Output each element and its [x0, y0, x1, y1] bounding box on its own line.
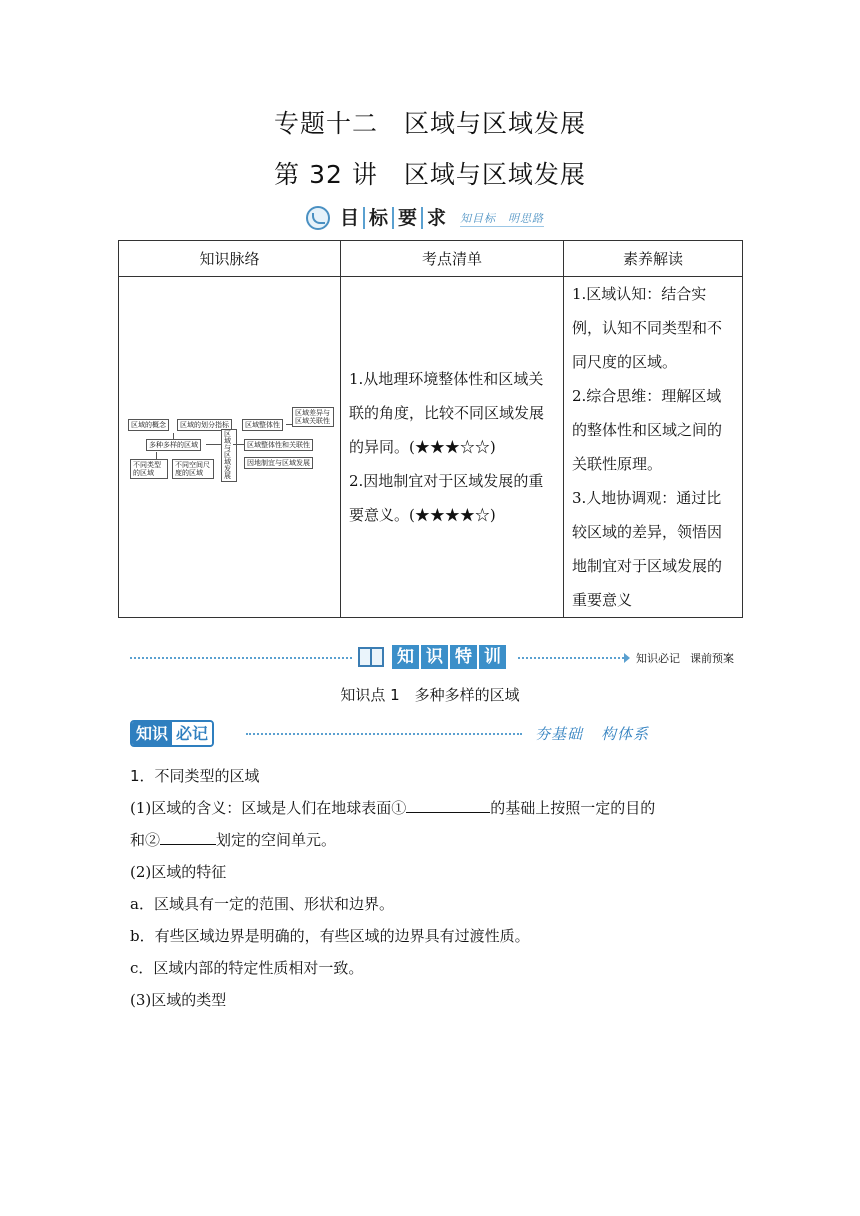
book-icon	[358, 647, 384, 667]
goal-char: 求	[427, 207, 447, 229]
mindmap-connector	[233, 444, 244, 445]
knowledge-mindmap	[126, 407, 336, 487]
memo-badge-label: 知识	[132, 722, 172, 745]
literacy-item: 2.综合思维：理解区域的整体性和区域之间的关联性原理。	[572, 387, 723, 473]
paragraph: a．区域具有一定的范围、形状和边界。	[130, 895, 394, 913]
objectives-table	[118, 240, 743, 618]
literacy-cell	[564, 277, 743, 618]
banner-char: 识	[421, 645, 448, 669]
body-content	[130, 760, 740, 1016]
fill-in-blank[interactable]	[160, 828, 216, 845]
goal-banner	[306, 203, 544, 233]
arrow-right-icon	[624, 653, 630, 663]
banner-note: 知识必记	[636, 652, 680, 665]
text-run: 划定的空间单元。	[216, 831, 337, 849]
mindmap-node: 不同空间尺度的区域	[172, 459, 214, 479]
goal-subtitle: 知目标 明思路	[460, 211, 545, 225]
header-literacy: 素养解读	[564, 241, 743, 277]
memo-note: 夯基础	[535, 725, 584, 743]
page-title: 专题十二 区域与区域发展	[273, 109, 586, 138]
mindmap-node: 不同类型的区域	[130, 459, 168, 479]
goal-char: 要	[394, 207, 423, 229]
memo-badge	[130, 720, 214, 747]
exam-point: 1.从地理环境整体性和区域关联的角度，比较不同区域发展的异同。(★★★☆☆)	[349, 370, 545, 456]
mindmap-node: 多种多样的区域	[146, 439, 201, 451]
memo-badge-label: 必记	[172, 722, 212, 745]
goal-char: 目	[336, 207, 365, 229]
paragraph	[130, 824, 740, 856]
text-run: 和②	[130, 831, 161, 849]
fill-in-blank[interactable]	[406, 796, 490, 813]
knowledge-point-title: 知识点 1 多种多样的区域	[340, 686, 520, 704]
text-run: 的基础上按照一定的目的	[490, 799, 656, 817]
target-icon	[306, 206, 330, 230]
mindmap-node: 区域整体性和关联性	[244, 439, 313, 451]
mindmap-node: 区域的概念	[128, 419, 169, 431]
paragraph: (2)区域的特征	[130, 863, 227, 881]
banner-char: 训	[479, 645, 506, 669]
mindmap-node: 区域整体性	[242, 419, 283, 431]
mindmap-node: 区域与区域发展	[221, 429, 237, 482]
literacy-item: 1.区域认知：结合实例，认知不同类型和不同尺度的区域。	[572, 285, 723, 371]
banner-char: 知	[392, 645, 419, 669]
banner-char: 特	[450, 645, 477, 669]
paragraph: (3)区域的类型	[130, 991, 227, 1009]
mindmap-connector	[173, 433, 174, 439]
paragraph	[130, 792, 740, 824]
mindmap-connector	[286, 424, 292, 425]
dotted-rule	[518, 657, 624, 659]
mindmap-node: 区域的划分指标	[177, 419, 232, 431]
dotted-rule	[246, 733, 522, 735]
banner-note: 课前预案	[690, 652, 734, 665]
section-banner	[130, 645, 742, 671]
exam-point: 2.因地制宜对于区域发展的重要意义。(★★★★☆)	[349, 472, 544, 524]
paragraph: b．有些区域边界是明确的，有些区域的边界具有过渡性质。	[130, 927, 530, 945]
dotted-rule	[130, 657, 352, 659]
header-knowledge-map: 知识脉络	[119, 241, 341, 277]
mindmap-connector	[156, 452, 157, 459]
literacy-item: 3.人地协调观：通过比较区域的差异，领悟因地制宜对于区域发展的重要意义	[572, 489, 723, 609]
exam-points-cell	[341, 277, 564, 618]
lecture-title: 第 32 讲 区域与区域发展	[274, 160, 586, 189]
mindmap-node: 因地制宜与区域发展	[244, 457, 313, 469]
knowledge-map-cell	[119, 277, 341, 618]
goal-char: 标	[365, 207, 394, 229]
text-run: (1)区域的含义：区域是人们在地球表面①	[130, 799, 407, 817]
section-heading: 1．不同类型的区域	[130, 767, 260, 785]
mindmap-node: 区域差异与区域关联性	[292, 407, 334, 427]
memo-note: 构体系	[601, 725, 650, 743]
mindmap-connector	[206, 444, 221, 445]
paragraph: c．区域内部的特定性质相对一致。	[130, 959, 364, 977]
header-exam-points: 考点清单	[341, 241, 564, 277]
